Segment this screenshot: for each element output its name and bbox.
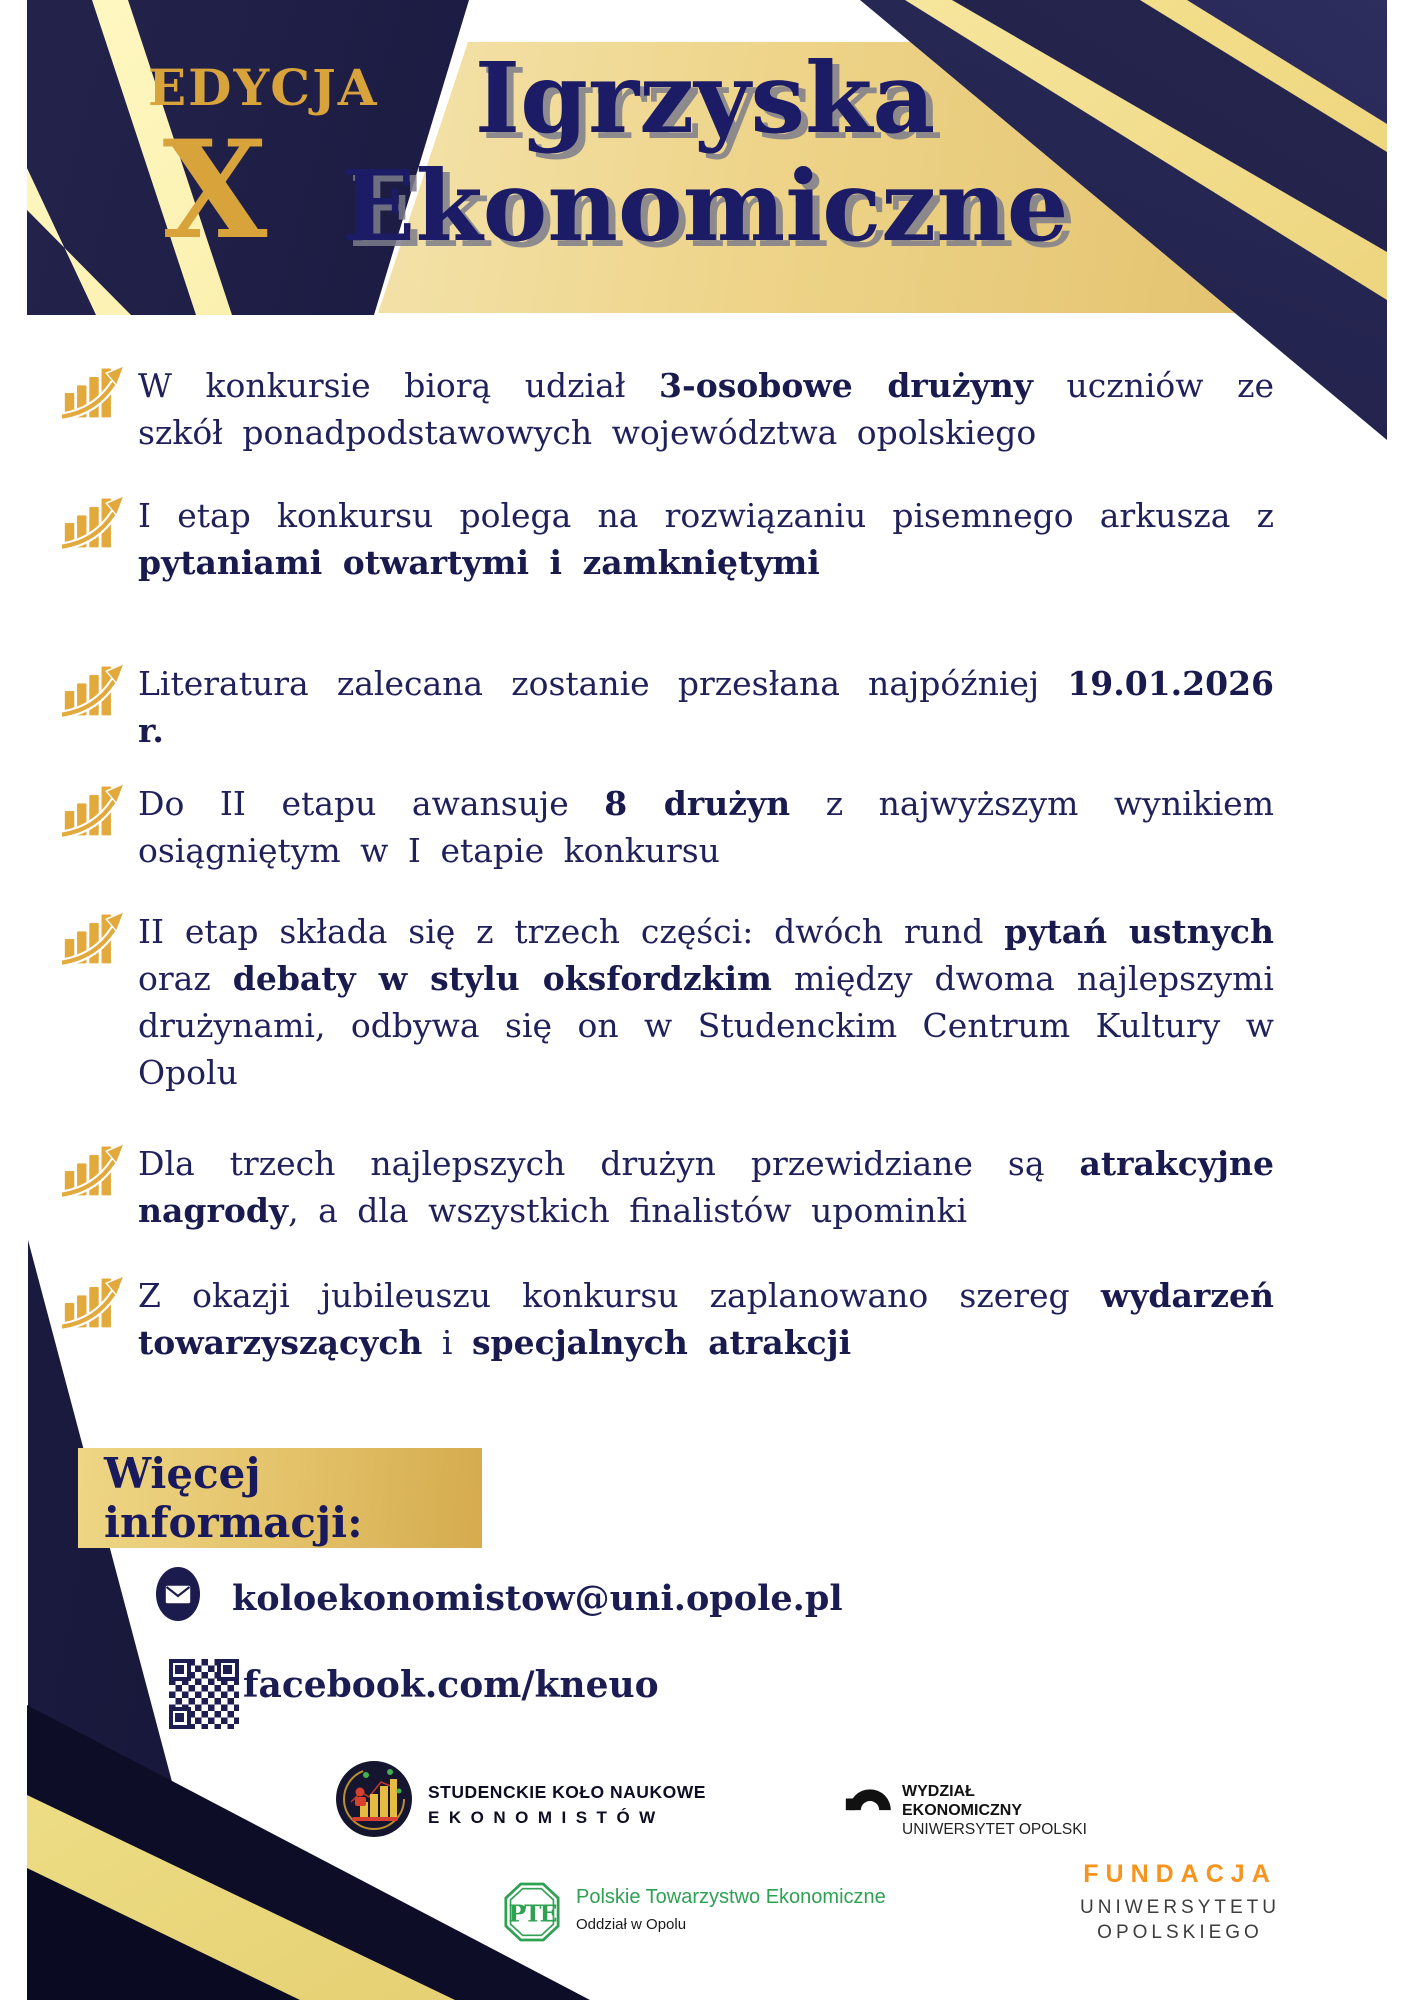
poster-title — [340, 41, 1070, 263]
growth-chart-icon — [62, 494, 126, 550]
poster-title-line1: Igrzyska — [474, 41, 936, 155]
skne-logo-text — [428, 1782, 706, 1828]
bullet-list — [62, 362, 1274, 1366]
facebook-url: facebook.com/kneuo — [243, 1664, 659, 1706]
bullet-text-3: Literatura zalecana zostanie przesłana najpóźniej 19.01.2026 r. — [138, 664, 1274, 750]
qr-finder-top-right — [217, 1659, 239, 1681]
growth-chart-icon — [62, 1142, 126, 1198]
pte-logo-icon — [504, 1882, 560, 1942]
email-address: koloekonomistow@uni.opole.pl — [232, 1578, 843, 1619]
bullet-item-5 — [62, 908, 1274, 1096]
growth-chart-icon — [62, 910, 126, 966]
we-logo-text — [902, 1782, 1087, 1839]
bullet-text-7: Z okazji jubileuszu konkursu zaplanowano szereg wydarzeń towarzyszących i specjalnych atrakcji — [138, 1276, 1274, 1362]
skne-logo-icon — [335, 1760, 413, 1838]
bullet-item-7 — [62, 1272, 1274, 1366]
skne-logo-line1: STUDENCKIE KOŁO NAUKOWE — [428, 1782, 706, 1802]
growth-chart-icon — [62, 782, 126, 838]
pte-logo-line2: Oddział w Opolu — [576, 1916, 687, 1933]
pte-logo-line1: Polskie Towarzystwo Ekonomiczne — [576, 1886, 886, 1908]
bullet-text-1: W konkursie biorą udział 3-osobowe drużyny uczniów ze szkół ponadpodstawowych województwa opolskiego — [138, 366, 1274, 452]
growth-chart-icon — [62, 364, 126, 420]
edition-label: EDYCJA — [148, 58, 379, 117]
bullet-text-2: I etap konkursu polega na rozwiązaniu pisemnego arkusza z pytaniami otwartymi i zamkniętymi — [138, 496, 1274, 582]
growth-chart-icon — [62, 662, 126, 718]
email-icon — [156, 1567, 200, 1621]
fundacja-logo — [1070, 1860, 1290, 1944]
fundacja-logo-line2: UNIWERSYTETU — [1080, 1897, 1280, 1918]
more-info-heading: Więcej informacji: — [104, 1449, 363, 1547]
bullet-item-3 — [62, 660, 1274, 754]
pte-logo-text — [576, 1886, 886, 1933]
skne-logo-line2: EKONOMISTÓW — [428, 1808, 665, 1827]
qr-finder-top-left — [169, 1659, 191, 1681]
growth-chart-icon — [62, 1274, 126, 1330]
bullet-item-6 — [62, 1140, 1274, 1234]
fundacja-logo-line3: OPOLSKIEGO — [1097, 1922, 1263, 1943]
qr-finder-bottom-left — [169, 1707, 191, 1729]
we-logo-line3: UNIWERSYTET OPOLSKI — [902, 1821, 1087, 1838]
more-info-bar — [78, 1448, 482, 1548]
qr-code-icon — [165, 1655, 243, 1733]
bullet-text-6: Dla trzech najlepszych drużyn przewidziane są atrakcyjne nagrody, a dla wszystkich finalistów upominki — [138, 1144, 1274, 1230]
bullet-item-1 — [62, 362, 1274, 456]
we-logo-line1: WYDZIAŁ — [902, 1783, 975, 1800]
bullet-text-5: II etap składa się z trzech części: dwóch rund pytań ustnych oraz debaty w stylu oksfordzkim między dwoma najlepszymi drużynami, odbywa się on w Studenckim Centrum Kultury w Opolu — [138, 912, 1274, 1092]
poster-title-line2: Ekonomiczne — [341, 149, 1069, 263]
bullet-item-2 — [62, 492, 1274, 586]
fundacja-logo-line1: FUNDACJA — [1083, 1860, 1277, 1888]
edition-number: X — [162, 110, 268, 269]
bullet-text-4: Do II etapu awansuje 8 drużyn z najwyższym wynikiem osiągniętym w I etapie konkursu — [138, 784, 1274, 870]
we-logo-icon — [845, 1766, 895, 1816]
bullet-item-4 — [62, 780, 1274, 874]
we-logo-line2: EKONOMICZNY — [902, 1802, 1022, 1819]
